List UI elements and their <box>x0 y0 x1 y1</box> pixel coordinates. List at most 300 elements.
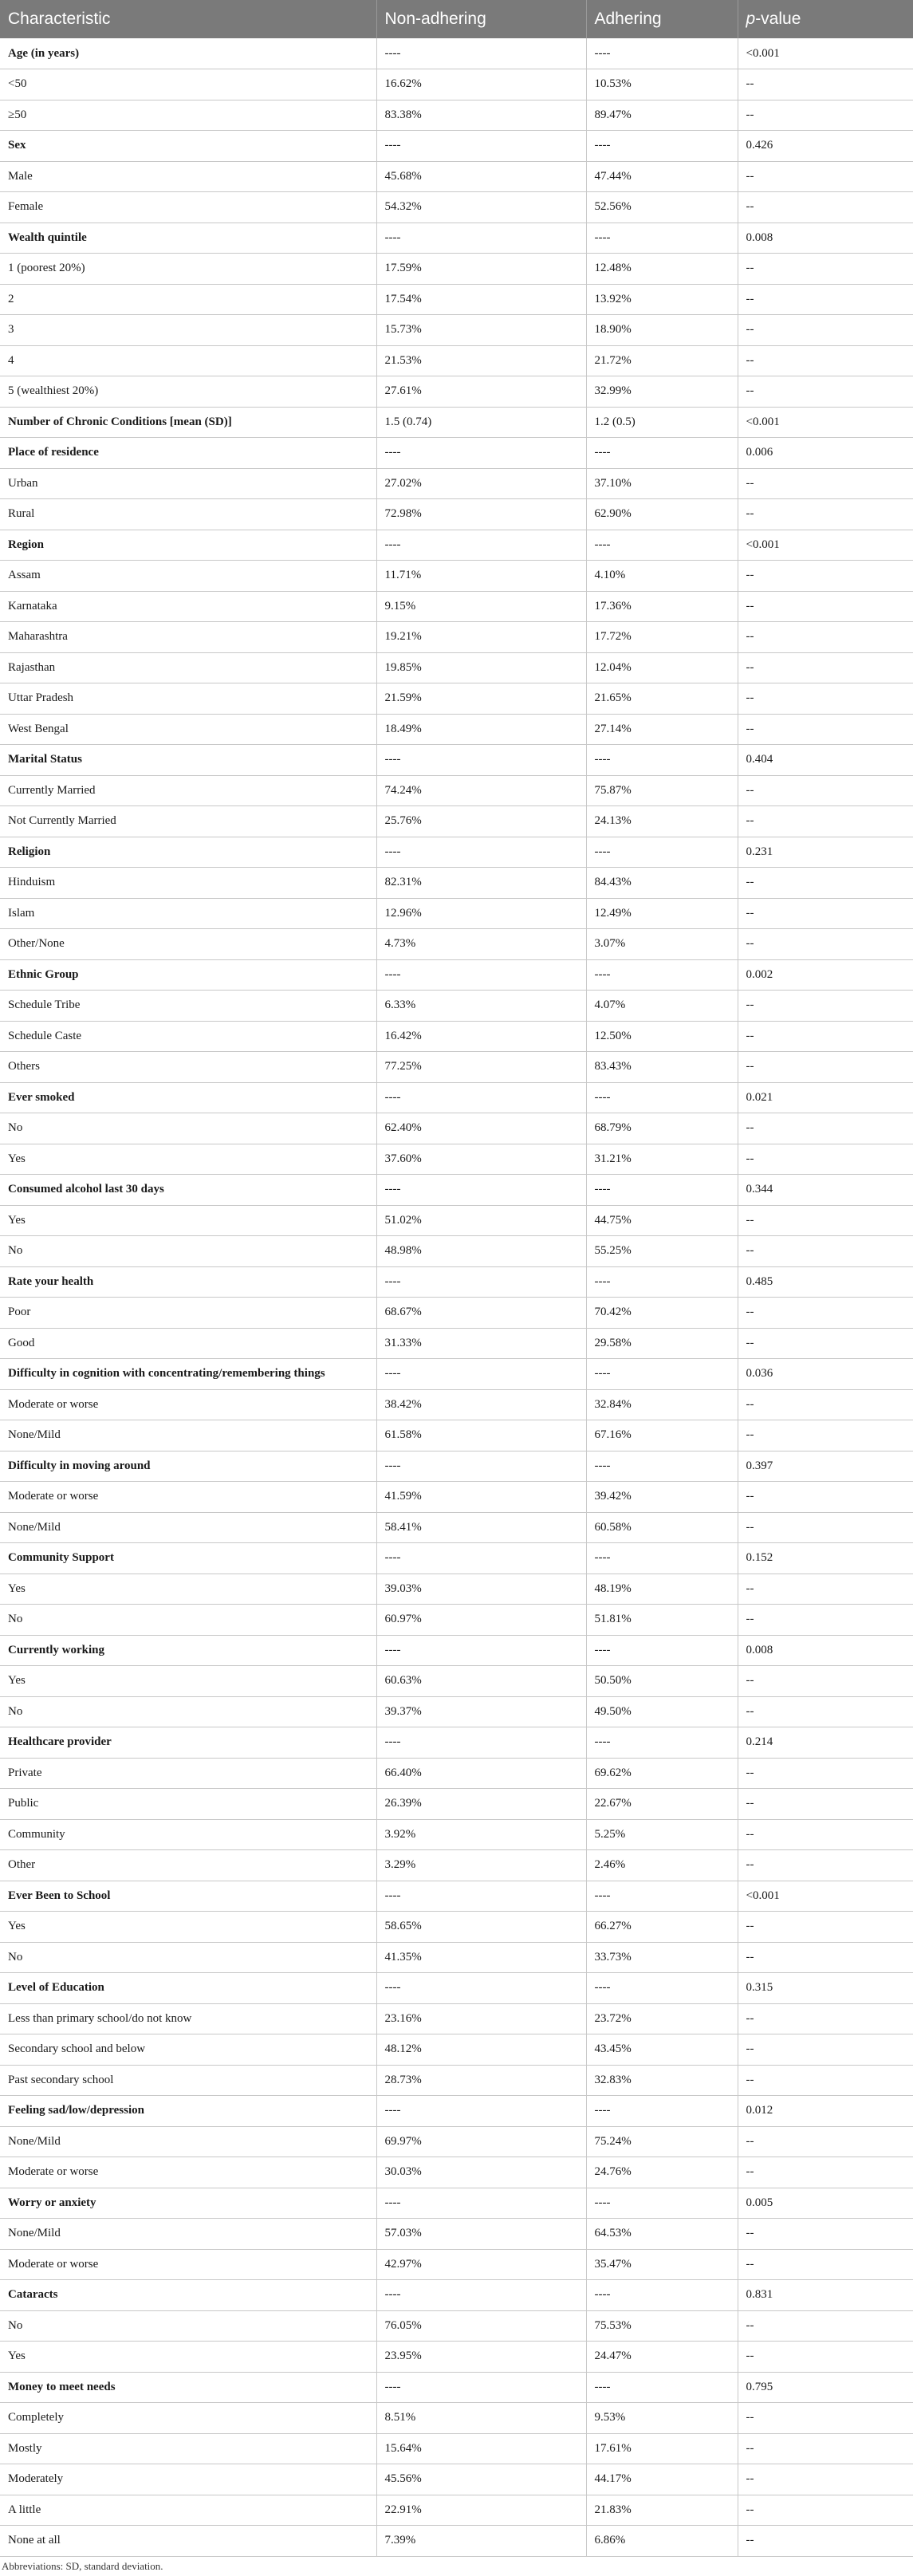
cell-p-value: -- <box>738 1298 913 1329</box>
cell-p-value: 0.426 <box>738 131 913 162</box>
table-row <box>0 1512 913 1543</box>
cell-non-adhering: 57.03% <box>376 2219 586 2250</box>
cell-p-value: -- <box>738 1236 913 1267</box>
cell-characteristic: Mostly <box>0 2433 376 2464</box>
table-body <box>0 38 913 2556</box>
cell-characteristic: Yes <box>0 1144 376 1175</box>
cell-characteristic: Secondary school and below <box>0 2034 376 2066</box>
cell-non-adhering: 66.40% <box>376 1758 586 1789</box>
category-row <box>0 1727 913 1759</box>
cell-non-adhering: 22.91% <box>376 2495 586 2526</box>
cell-characteristic: Rural <box>0 499 376 530</box>
cell-p-value: -- <box>738 2219 913 2250</box>
cell-adhering: 9.53% <box>586 2403 738 2434</box>
cell-p-value: <0.001 <box>738 1881 913 1912</box>
cell-non-adhering: 77.25% <box>376 1052 586 1083</box>
cell-adhering: 13.92% <box>586 284 738 315</box>
cell-p-value: 0.021 <box>738 1082 913 1113</box>
cell-non-adhering: 28.73% <box>376 2065 586 2096</box>
cell-p-value: -- <box>738 2310 913 2342</box>
cell-p-value: -- <box>738 929 913 960</box>
cell-p-value: -- <box>738 1328 913 1359</box>
cell-p-value: -- <box>738 468 913 499</box>
cell-non-adhering: ---- <box>376 530 586 561</box>
category-row <box>0 2280 913 2311</box>
cell-adhering: 1.2 (0.5) <box>586 407 738 438</box>
cell-p-value: 0.006 <box>738 438 913 469</box>
table-row <box>0 1144 913 1175</box>
cell-characteristic: None/Mild <box>0 2126 376 2157</box>
cell-non-adhering: 74.24% <box>376 775 586 806</box>
cell-non-adhering: 1.5 (0.74) <box>376 407 586 438</box>
cell-adhering: 32.84% <box>586 1389 738 1420</box>
table-row <box>0 1482 913 1513</box>
table-row <box>0 468 913 499</box>
cell-adhering: ---- <box>586 1082 738 1113</box>
cell-non-adhering: 54.32% <box>376 192 586 223</box>
cell-characteristic: Currently Married <box>0 775 376 806</box>
cell-adhering: 49.50% <box>586 1696 738 1727</box>
cell-non-adhering: 83.38% <box>376 100 586 131</box>
cell-characteristic: Region <box>0 530 376 561</box>
cell-characteristic: Good <box>0 1328 376 1359</box>
cell-adhering: 83.43% <box>586 1052 738 1083</box>
cell-adhering: ---- <box>586 1635 738 1666</box>
cell-characteristic: None/Mild <box>0 1512 376 1543</box>
cell-p-value: -- <box>738 1942 913 1973</box>
cell-p-value: <0.001 <box>738 38 913 69</box>
cell-p-value: -- <box>738 2403 913 2434</box>
cell-characteristic: A little <box>0 2495 376 2526</box>
cell-adhering: 27.14% <box>586 714 738 745</box>
table-row <box>0 2342 913 2373</box>
table-row <box>0 2310 913 2342</box>
cell-p-value: -- <box>738 1819 913 1850</box>
table-row <box>0 2464 913 2495</box>
cell-adhering: 43.45% <box>586 2034 738 2066</box>
cell-p-value: 0.795 <box>738 2372 913 2403</box>
cell-adhering: ---- <box>586 959 738 991</box>
footnote: Abbreviations: SD, standard deviation. <box>2 2559 163 2572</box>
table-row <box>0 1942 913 1973</box>
table-row <box>0 2003 913 2034</box>
cell-non-adhering: ---- <box>376 438 586 469</box>
cell-non-adhering: ---- <box>376 1175 586 1206</box>
cell-p-value: -- <box>738 2342 913 2373</box>
table-row <box>0 1605 913 1636</box>
cell-adhering: ---- <box>586 438 738 469</box>
category-row <box>0 1543 913 1574</box>
cell-adhering: 22.67% <box>586 1789 738 1820</box>
cell-characteristic: Male <box>0 161 376 192</box>
header-non-adhering: Non-adhering <box>376 0 586 38</box>
cell-p-value: 0.002 <box>738 959 913 991</box>
table-row <box>0 1420 913 1451</box>
cell-adhering: 89.47% <box>586 100 738 131</box>
cell-non-adhering: 45.68% <box>376 161 586 192</box>
table-row <box>0 2065 913 2096</box>
cell-non-adhering: ---- <box>376 1881 586 1912</box>
table-row <box>0 1052 913 1083</box>
table-row <box>0 1298 913 1329</box>
cell-non-adhering: 7.39% <box>376 2526 586 2557</box>
cell-p-value: -- <box>738 1205 913 1236</box>
category-row <box>0 38 913 69</box>
cell-adhering: 4.07% <box>586 991 738 1022</box>
cell-adhering: 55.25% <box>586 1236 738 1267</box>
cell-characteristic: Others <box>0 1052 376 1083</box>
table-row <box>0 254 913 285</box>
cell-p-value: -- <box>738 991 913 1022</box>
cell-characteristic: Rate your health <box>0 1266 376 1298</box>
cell-non-adhering: 68.67% <box>376 1298 586 1329</box>
category-row <box>0 1359 913 1390</box>
cell-adhering: 31.21% <box>586 1144 738 1175</box>
category-row <box>0 530 913 561</box>
cell-p-value: -- <box>738 622 913 653</box>
cell-adhering: 5.25% <box>586 1819 738 1850</box>
cell-p-value: -- <box>738 2157 913 2188</box>
cell-p-value: -- <box>738 2433 913 2464</box>
cell-adhering: 37.10% <box>586 468 738 499</box>
cell-p-value: -- <box>738 2065 913 2096</box>
table-row <box>0 622 913 653</box>
cell-characteristic: Completely <box>0 2403 376 2434</box>
cell-non-adhering: 38.42% <box>376 1389 586 1420</box>
cell-p-value: -- <box>738 192 913 223</box>
cell-p-value: -- <box>738 1482 913 1513</box>
table-row <box>0 2495 913 2526</box>
table-row <box>0 714 913 745</box>
cell-non-adhering: ---- <box>376 959 586 991</box>
cell-adhering: ---- <box>586 2096 738 2127</box>
table-row <box>0 591 913 622</box>
cell-p-value: -- <box>738 1052 913 1083</box>
cell-non-adhering: 60.97% <box>376 1605 586 1636</box>
cell-p-value: 0.344 <box>738 1175 913 1206</box>
cell-non-adhering: 4.73% <box>376 929 586 960</box>
cell-adhering: ---- <box>586 530 738 561</box>
table-row <box>0 1021 913 1052</box>
cell-adhering: 24.76% <box>586 2157 738 2188</box>
cell-non-adhering: ---- <box>376 1359 586 1390</box>
cell-adhering: 75.87% <box>586 775 738 806</box>
cell-characteristic: Difficulty in cognition with concentrating/remembering things <box>0 1359 376 1390</box>
cell-p-value: -- <box>738 254 913 285</box>
cell-adhering: 21.72% <box>586 345 738 376</box>
cell-p-value: -- <box>738 1021 913 1052</box>
cell-characteristic: Yes <box>0 1574 376 1605</box>
cell-characteristic: Yes <box>0 1205 376 1236</box>
cell-p-value: 0.397 <box>738 1451 913 1482</box>
cell-characteristic: Number of Chronic Conditions [mean (SD)] <box>0 407 376 438</box>
cell-characteristic: Wealth quintile <box>0 223 376 254</box>
cell-adhering: 4.10% <box>586 561 738 592</box>
cell-characteristic: Urban <box>0 468 376 499</box>
cell-characteristic: Healthcare provider <box>0 1727 376 1759</box>
category-row <box>0 745 913 776</box>
cell-non-adhering: 19.85% <box>376 652 586 683</box>
cell-non-adhering: 82.31% <box>376 868 586 899</box>
table-row <box>0 1666 913 1697</box>
cell-p-value: -- <box>738 1420 913 1451</box>
table-row <box>0 1389 913 1420</box>
cell-characteristic: Yes <box>0 1912 376 1943</box>
cell-non-adhering: 17.54% <box>376 284 586 315</box>
table-row <box>0 1758 913 1789</box>
cell-non-adhering: ---- <box>376 38 586 69</box>
cell-p-value: -- <box>738 1696 913 1727</box>
cell-characteristic: Place of residence <box>0 438 376 469</box>
table-row <box>0 683 913 715</box>
table-row <box>0 1328 913 1359</box>
cell-characteristic: No <box>0 1696 376 1727</box>
cell-characteristic: Hinduism <box>0 868 376 899</box>
cell-non-adhering: 23.95% <box>376 2342 586 2373</box>
cell-non-adhering: 23.16% <box>376 2003 586 2034</box>
cell-adhering: 21.65% <box>586 683 738 715</box>
table-row <box>0 898 913 929</box>
cell-characteristic: No <box>0 1113 376 1144</box>
cell-adhering: 32.99% <box>586 376 738 408</box>
cell-non-adhering: 16.62% <box>376 69 586 100</box>
cell-characteristic: Community Support <box>0 1543 376 1574</box>
cell-non-adhering: ---- <box>376 2096 586 2127</box>
cell-characteristic: Islam <box>0 898 376 929</box>
category-row <box>0 407 913 438</box>
cell-p-value: 0.315 <box>738 1973 913 2004</box>
table-row <box>0 929 913 960</box>
cell-non-adhering: 61.58% <box>376 1420 586 1451</box>
table-row <box>0 1850 913 1881</box>
cell-non-adhering: 72.98% <box>376 499 586 530</box>
cell-adhering: ---- <box>586 1266 738 1298</box>
cell-adhering: ---- <box>586 1359 738 1390</box>
cell-non-adhering: 42.97% <box>376 2249 586 2280</box>
category-row <box>0 1973 913 2004</box>
cell-characteristic: Schedule Tribe <box>0 991 376 1022</box>
table-row <box>0 2249 913 2280</box>
cell-adhering: ---- <box>586 2188 738 2219</box>
cell-characteristic: None/Mild <box>0 2219 376 2250</box>
cell-non-adhering: 3.92% <box>376 1819 586 1850</box>
table-row <box>0 1205 913 1236</box>
cell-p-value: -- <box>738 652 913 683</box>
cell-p-value: -- <box>738 2034 913 2066</box>
cell-p-value: -- <box>738 1912 913 1943</box>
cell-characteristic: Moderate or worse <box>0 1482 376 1513</box>
cell-adhering: 69.62% <box>586 1758 738 1789</box>
cell-adhering: ---- <box>586 38 738 69</box>
cell-adhering: ---- <box>586 1881 738 1912</box>
cell-p-value: -- <box>738 1389 913 1420</box>
cell-p-value: -- <box>738 1605 913 1636</box>
cell-non-adhering: 21.59% <box>376 683 586 715</box>
cell-non-adhering: ---- <box>376 223 586 254</box>
table-header-row <box>0 0 913 38</box>
header-p-suffix: -value <box>755 10 801 28</box>
table-row <box>0 2157 913 2188</box>
table-row <box>0 2526 913 2557</box>
table-row <box>0 1696 913 1727</box>
cell-adhering: ---- <box>586 2280 738 2311</box>
cell-non-adhering: 39.37% <box>376 1696 586 1727</box>
cell-adhering: ---- <box>586 131 738 162</box>
cell-non-adhering: 12.96% <box>376 898 586 929</box>
category-row <box>0 1881 913 1912</box>
cell-characteristic: Uttar Pradesh <box>0 683 376 715</box>
cell-adhering: 35.47% <box>586 2249 738 2280</box>
table-row <box>0 2126 913 2157</box>
cell-p-value: -- <box>738 2495 913 2526</box>
cell-adhering: ---- <box>586 1973 738 2004</box>
cell-non-adhering: 19.21% <box>376 622 586 653</box>
table-row <box>0 775 913 806</box>
cell-characteristic: Other/None <box>0 929 376 960</box>
cell-p-value: -- <box>738 376 913 408</box>
cell-p-value: -- <box>738 1144 913 1175</box>
category-row <box>0 1266 913 1298</box>
cell-p-value: -- <box>738 345 913 376</box>
cell-characteristic: 5 (wealthiest 20%) <box>0 376 376 408</box>
cell-non-adhering: 76.05% <box>376 2310 586 2342</box>
table-row <box>0 991 913 1022</box>
table-row <box>0 2034 913 2066</box>
table-row <box>0 1113 913 1144</box>
cell-non-adhering: ---- <box>376 745 586 776</box>
cell-non-adhering: 9.15% <box>376 591 586 622</box>
cell-adhering: 68.79% <box>586 1113 738 1144</box>
cell-p-value: -- <box>738 499 913 530</box>
table-row <box>0 284 913 315</box>
header-adhering: Adhering <box>586 0 738 38</box>
cell-non-adhering: 39.03% <box>376 1574 586 1605</box>
cell-non-adhering: 21.53% <box>376 345 586 376</box>
cell-characteristic: Yes <box>0 1666 376 1697</box>
cell-adhering: 48.19% <box>586 1574 738 1605</box>
table-row <box>0 2219 913 2250</box>
cell-non-adhering: ---- <box>376 1082 586 1113</box>
table-row <box>0 2433 913 2464</box>
cell-adhering: 62.90% <box>586 499 738 530</box>
category-row <box>0 1082 913 1113</box>
cell-characteristic: Feeling sad/low/depression <box>0 2096 376 2127</box>
cell-non-adhering: ---- <box>376 837 586 868</box>
cell-characteristic: 1 (poorest 20%) <box>0 254 376 285</box>
cell-p-value: -- <box>738 1758 913 1789</box>
cell-adhering: ---- <box>586 745 738 776</box>
cell-p-value: 0.012 <box>738 2096 913 2127</box>
cell-characteristic: No <box>0 1236 376 1267</box>
cell-non-adhering: 41.35% <box>376 1942 586 1973</box>
category-row <box>0 438 913 469</box>
cell-adhering: 66.27% <box>586 1912 738 1943</box>
category-row <box>0 1175 913 1206</box>
table-row <box>0 806 913 837</box>
cell-non-adhering: ---- <box>376 131 586 162</box>
cell-non-adhering: ---- <box>376 1635 586 1666</box>
cell-p-value: -- <box>738 683 913 715</box>
cell-adhering: 10.53% <box>586 69 738 100</box>
cell-adhering: 2.46% <box>586 1850 738 1881</box>
cell-p-value: 0.404 <box>738 745 913 776</box>
cell-non-adhering: ---- <box>376 1266 586 1298</box>
cell-adhering: 44.17% <box>586 2464 738 2495</box>
cell-characteristic: 3 <box>0 315 376 346</box>
cell-p-value: 0.008 <box>738 1635 913 1666</box>
cell-adhering: ---- <box>586 837 738 868</box>
cell-non-adhering: 48.12% <box>376 2034 586 2066</box>
cell-p-value: -- <box>738 2249 913 2280</box>
cell-characteristic: 4 <box>0 345 376 376</box>
cell-characteristic: Private <box>0 1758 376 1789</box>
cell-characteristic: Marital Status <box>0 745 376 776</box>
cell-characteristic: Sex <box>0 131 376 162</box>
cell-non-adhering: 69.97% <box>376 2126 586 2157</box>
cell-characteristic: Past secondary school <box>0 2065 376 2096</box>
cell-adhering: 12.50% <box>586 1021 738 1052</box>
cell-characteristic: Female <box>0 192 376 223</box>
cell-p-value: -- <box>738 714 913 745</box>
cell-p-value: -- <box>738 2526 913 2557</box>
cell-adhering: 44.75% <box>586 1205 738 1236</box>
cell-characteristic: West Bengal <box>0 714 376 745</box>
cell-adhering: ---- <box>586 223 738 254</box>
cell-adhering: 17.72% <box>586 622 738 653</box>
table-row <box>0 1819 913 1850</box>
cell-p-value: -- <box>738 806 913 837</box>
cell-characteristic: Poor <box>0 1298 376 1329</box>
cell-p-value: 0.005 <box>738 2188 913 2219</box>
category-row <box>0 837 913 868</box>
cell-non-adhering: 51.02% <box>376 1205 586 1236</box>
cell-non-adhering: 11.71% <box>376 561 586 592</box>
cell-non-adhering: 16.42% <box>376 1021 586 1052</box>
cell-characteristic: Money to meet needs <box>0 2372 376 2403</box>
cell-adhering: 12.04% <box>586 652 738 683</box>
cell-characteristic: Moderately <box>0 2464 376 2495</box>
cell-characteristic: 2 <box>0 284 376 315</box>
cell-characteristic: No <box>0 1605 376 1636</box>
cell-characteristic: Public <box>0 1789 376 1820</box>
category-row <box>0 223 913 254</box>
cell-non-adhering: ---- <box>376 1727 586 1759</box>
category-row <box>0 1451 913 1482</box>
cell-p-value: -- <box>738 868 913 899</box>
cell-non-adhering: 3.29% <box>376 1850 586 1881</box>
cell-adhering: 12.49% <box>586 898 738 929</box>
cell-adhering: 51.81% <box>586 1605 738 1636</box>
cell-p-value: -- <box>738 1113 913 1144</box>
table-row <box>0 652 913 683</box>
cell-non-adhering: 27.02% <box>376 468 586 499</box>
cell-characteristic: Schedule Caste <box>0 1021 376 1052</box>
cell-adhering: 50.50% <box>586 1666 738 1697</box>
cell-characteristic: Consumed alcohol last 30 days <box>0 1175 376 1206</box>
cell-p-value: -- <box>738 898 913 929</box>
cell-non-adhering: ---- <box>376 2372 586 2403</box>
cell-non-adhering: 15.64% <box>376 2433 586 2464</box>
cell-p-value: -- <box>738 1789 913 1820</box>
cell-adhering: 64.53% <box>586 2219 738 2250</box>
category-row <box>0 959 913 991</box>
cell-non-adhering: 26.39% <box>376 1789 586 1820</box>
cell-characteristic: Difficulty in moving around <box>0 1451 376 1482</box>
cell-adhering: 24.47% <box>586 2342 738 2373</box>
table-row <box>0 315 913 346</box>
cell-adhering: ---- <box>586 1543 738 1574</box>
category-row <box>0 131 913 162</box>
